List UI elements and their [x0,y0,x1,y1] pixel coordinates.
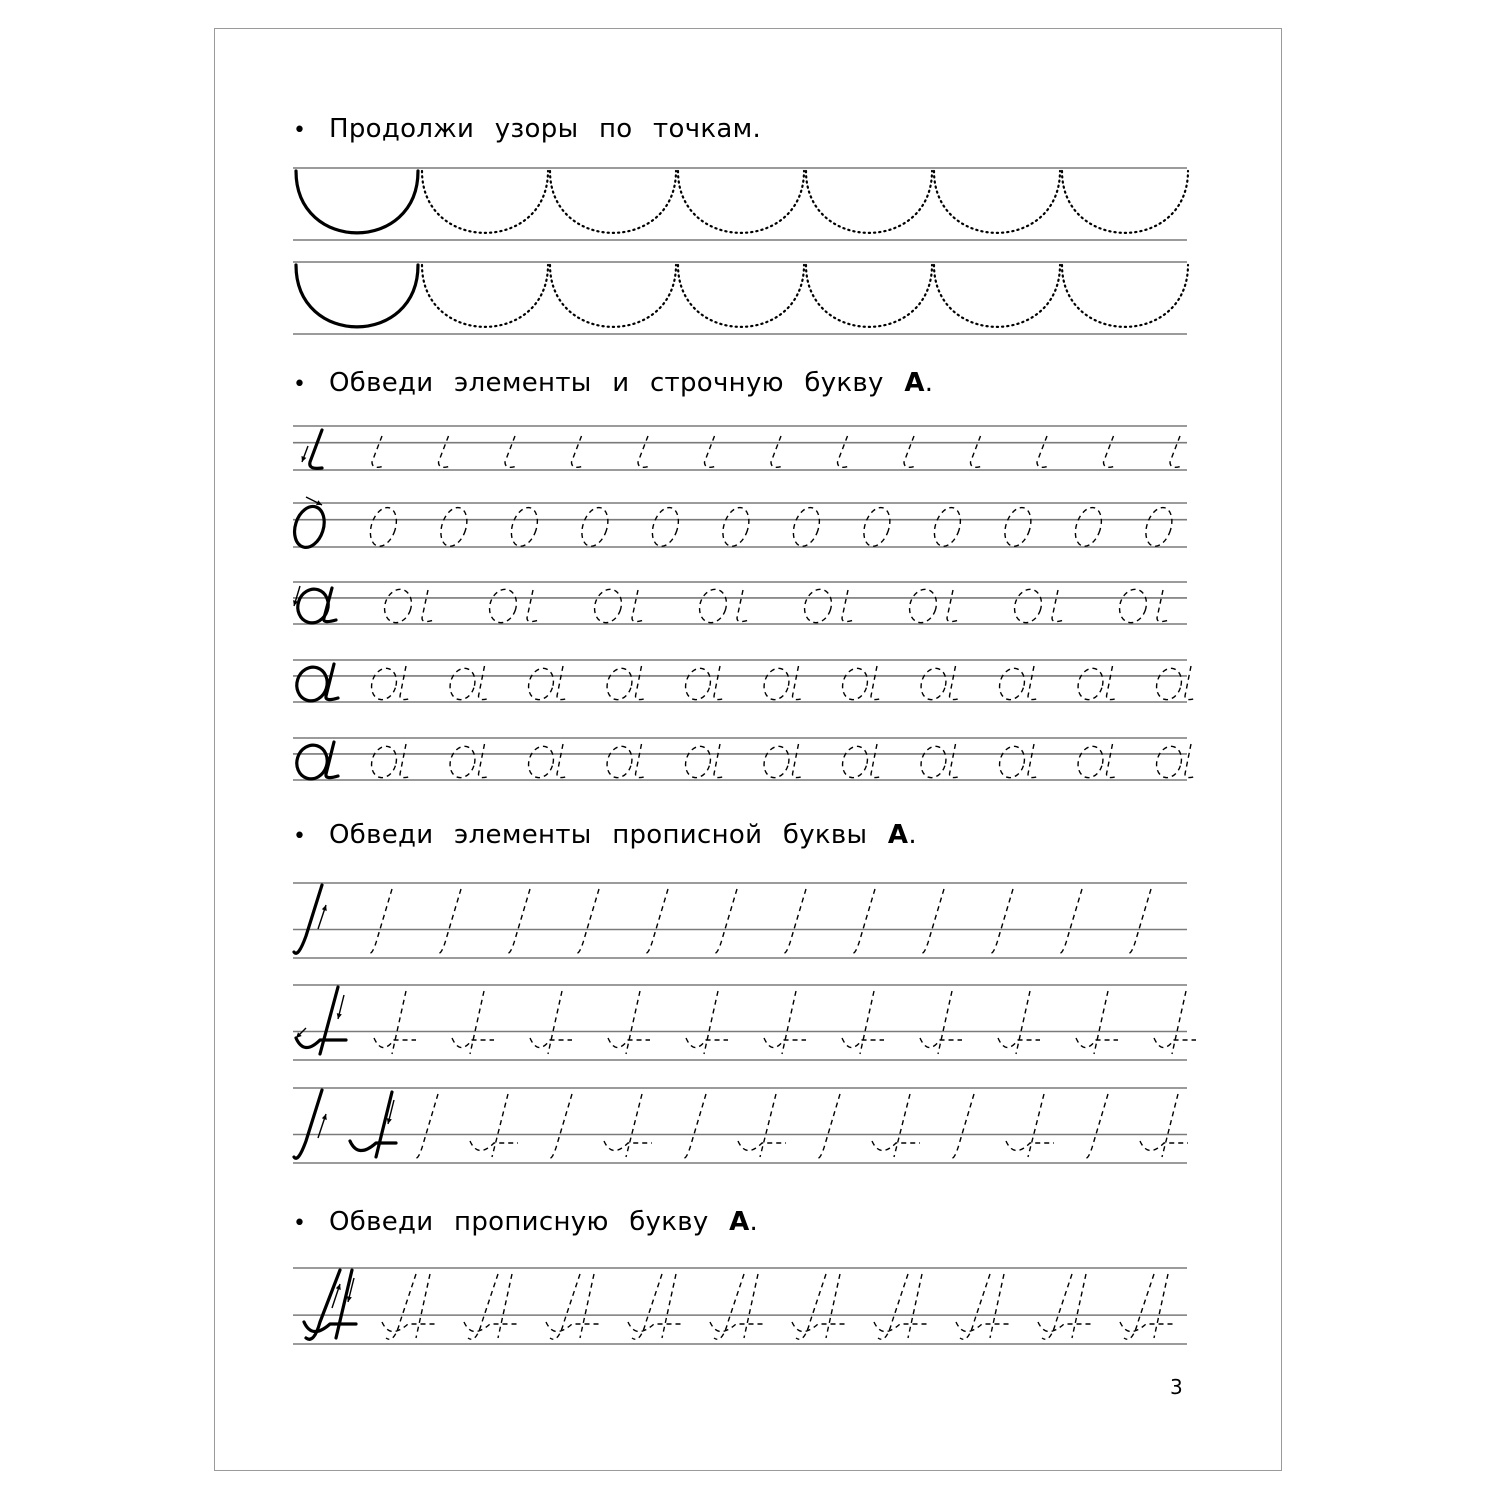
dashed-stroke-element [372,436,384,467]
dashed-uppercase-loop [530,1038,572,1048]
solid-uppercase-stroke [294,885,322,953]
dashed-combined-hook [950,1094,974,1158]
dashed-combined-stem [626,1094,642,1157]
dashed-capital-a-loop [792,1322,848,1332]
dotted-scallop [550,265,676,327]
dotted-scallop [1062,171,1188,233]
bullet: • [293,372,307,397]
dashed-uppercase-loop [998,1038,1040,1048]
dashed-uppercase-loop [374,1038,416,1048]
dashed-uppercase-stroke [851,889,875,953]
dashed-letter-a [839,665,872,703]
dashed-oval-element [507,504,542,549]
dashed-capital-a-left [960,1274,990,1339]
direction-arrow-head [322,1114,327,1120]
dashed-uppercase-loop [920,1038,962,1048]
dashed-stroke-element [1104,436,1116,467]
dashed-letter-a-stem [557,744,569,778]
dashed-capital-a-loop [1038,1322,1094,1332]
dashed-uppercase-stem [626,991,640,1054]
dashed-capital-a-left [714,1274,744,1339]
dashed-capital-a-right [416,1274,430,1338]
dashed-uppercase-stem [938,991,952,1054]
dashed-uppercase-loop [764,1038,806,1048]
dashed-uppercase-stroke [575,889,599,953]
dotted-scallop [934,171,1060,233]
dashed-capital-a-loop [710,1322,766,1332]
dashed-oval-element [1141,504,1176,549]
dashed-capital-a-loop [464,1322,520,1332]
dashed-combined-hook [1084,1094,1108,1158]
solid-stroke-element [310,430,322,468]
dashed-letter-a-oval [485,586,520,626]
dashed-letter-a [1153,743,1186,781]
dotted-scallop [806,265,932,327]
dashed-oval-element [366,504,401,549]
dashed-stroke-element [505,436,517,467]
dashed-capital-a-left [468,1274,498,1339]
dashed-letter-a-stem [1107,666,1119,700]
dotted-scallop [422,265,548,327]
bullet: • [293,1211,307,1236]
dashed-letter-a-oval [1115,586,1150,626]
dashed-letter-a-stem [1028,744,1040,778]
dashed-stroke-element [1170,436,1182,467]
dashed-letter-a [917,665,950,703]
dashed-uppercase-stem [860,991,874,1054]
dashed-capital-a-right [1072,1274,1086,1338]
dashed-letter-a-oval [800,586,835,626]
dashed-letter-a [525,743,558,781]
dashed-uppercase-stroke [437,889,461,953]
dashed-uppercase-stroke [1058,889,1082,953]
dashed-oval-element [648,504,683,549]
dashed-stroke-element [904,436,916,467]
dashed-combined-hook [548,1094,572,1158]
dashed-capital-a-right [908,1274,922,1338]
dashed-stroke-element [838,436,850,467]
dotted-scallop [934,265,1060,327]
dotted-scallop [1062,265,1188,327]
dashed-letter-a [603,743,636,781]
solid-capital-a-right [336,1270,352,1338]
dashed-letter-a-hook [1157,590,1169,622]
dashed-stroke-element [638,436,650,467]
dashed-oval-element [789,504,824,549]
instruction-uppercase-elements: • Обведи элементы прописной буквы А. [293,820,917,850]
dashed-capital-a-loop [628,1322,684,1332]
dashed-oval-element [577,504,612,549]
dashed-letter-a [446,665,479,703]
dashed-letter-a-oval [905,586,940,626]
dashed-capital-a-right [990,1274,1004,1338]
dotted-scallop [678,171,804,233]
dashed-capital-a-left [550,1274,580,1339]
dashed-uppercase-stroke [644,889,668,953]
solid-combined-stem [376,1092,392,1157]
instruction-lowercase: • Обведи элементы и строчную букву А. [293,368,934,398]
dashed-capital-a-right [744,1274,758,1338]
dashed-letter-a-hook [1052,590,1064,622]
dashed-capital-a-right [826,1274,840,1338]
page-number: 3 [1170,1375,1183,1399]
dashed-letter-a-hook [527,590,539,622]
dashed-letter-a-stem [714,666,726,700]
dashed-letter-a [917,743,950,781]
direction-arrow-head [336,1284,341,1290]
dotted-scallop [422,171,548,233]
solid-uppercase-stem [320,987,338,1054]
solid-capital-a-loop [304,1322,356,1332]
dashed-uppercase-loop [452,1038,494,1048]
dashed-letter-a [996,743,1029,781]
dashed-letter-a-stem [636,666,648,700]
dashed-capital-a-left [878,1274,908,1339]
dashed-letter-a [682,743,715,781]
dashed-letter-a-stem [636,744,648,778]
direction-arrow-head [322,905,327,911]
dashed-letter-a-hook [947,590,959,622]
dashed-capital-a-left [632,1274,662,1339]
dashed-combined-hook [816,1094,840,1158]
dashed-uppercase-stem [1094,991,1108,1054]
dashed-letter-a-oval [1010,586,1045,626]
dashed-uppercase-loop [686,1038,728,1048]
solid-oval-element [290,503,330,552]
dashed-letter-a [760,665,793,703]
dashed-uppercase-stem [704,991,718,1054]
dashed-letter-a [1074,665,1107,703]
dashed-capital-a-left [1124,1274,1154,1339]
dashed-capital-a-loop [956,1322,1012,1332]
dashed-uppercase-stroke [782,889,806,953]
dashed-stroke-element [705,436,717,467]
dashed-letter-a-stem [400,744,412,778]
dashed-letter-a [525,665,558,703]
dashed-letter-a-oval [380,586,415,626]
dashed-letter-a-stem [793,666,805,700]
dashed-combined-stem [492,1094,508,1157]
dashed-capital-a-loop [382,1322,438,1332]
dashed-combined-hook [682,1094,706,1158]
dashed-letter-a-stem [1107,744,1119,778]
dashed-letter-a [368,665,401,703]
dashed-stroke-element [572,436,584,467]
dashed-capital-a-right [580,1274,594,1338]
dashed-stroke-element [771,436,783,467]
dashed-letter-a [682,665,715,703]
solid-scallop [296,171,418,233]
dashed-combined-stem [1162,1094,1178,1157]
bullet: • [293,824,307,849]
dashed-capital-a-right [662,1274,676,1338]
dashed-capital-a-loop [874,1322,930,1332]
dashed-letter-a-hook [422,590,434,622]
instruction-uppercase: • Обведи прописную букву А. [293,1207,759,1237]
dashed-oval-element [1000,504,1035,549]
dashed-letter-a-stem [1028,666,1040,700]
dashed-letter-a [446,743,479,781]
dashed-uppercase-stroke [506,889,530,953]
dashed-oval-element [859,504,894,549]
dashed-capital-a-loop [1120,1322,1176,1332]
dashed-uppercase-stroke [713,889,737,953]
dashed-capital-a-right [1154,1274,1168,1338]
dashed-letter-a-stem [871,744,883,778]
dotted-scallop [678,265,804,327]
dashed-letter-a [603,665,636,703]
dotted-scallop [806,171,932,233]
dashed-uppercase-loop [1154,1038,1196,1048]
dashed-uppercase-stroke [1127,889,1151,953]
dashed-uppercase-stroke [368,889,392,953]
dashed-uppercase-loop [608,1038,650,1048]
dashed-uppercase-stem [1172,991,1186,1054]
dashed-uppercase-loop [1076,1038,1118,1048]
dashed-letter-a-stem [557,666,569,700]
dashed-stroke-element [439,436,451,467]
dashed-oval-element [930,504,965,549]
dashed-capital-a-left [1042,1274,1072,1339]
dashed-uppercase-stem [548,991,562,1054]
dashed-capital-a-left [796,1274,826,1339]
dashed-combined-hook [414,1094,438,1158]
dashed-letter-a [760,743,793,781]
dashed-letter-a-hook [737,590,749,622]
dashed-uppercase-stem [470,991,484,1054]
dashed-letter-a-stem [871,666,883,700]
dashed-letter-a-stem [793,744,805,778]
dashed-letter-a-oval [695,586,730,626]
dashed-letter-a-stem [400,666,412,700]
dashed-letter-a [839,743,872,781]
dashed-letter-a-stem [479,744,491,778]
dashed-uppercase-stem [1016,991,1030,1054]
dashed-capital-a-left [386,1274,416,1339]
dashed-oval-element [718,504,753,549]
dashed-letter-a [1074,743,1107,781]
dashed-stroke-element [971,436,983,467]
dashed-combined-stem [894,1094,910,1157]
dashed-capital-a-loop [546,1322,602,1332]
dashed-capital-a-right [498,1274,512,1338]
dashed-stroke-element [1037,436,1049,467]
solid-scallop [296,265,418,327]
dashed-combined-stem [1028,1094,1044,1157]
dashed-letter-a-stem [1185,744,1197,778]
dashed-uppercase-stroke [989,889,1013,953]
dashed-letter-a-hook [842,590,854,622]
bullet: • [293,118,307,143]
dashed-uppercase-stem [392,991,406,1054]
dashed-uppercase-stroke [920,889,944,953]
dashed-letter-a-stem [950,744,962,778]
dashed-uppercase-loop [842,1038,884,1048]
instruction-patterns: • Продолжи узоры по точкам. [293,114,762,144]
dashed-oval-element [1071,504,1106,549]
dashed-letter-a [1153,665,1186,703]
dashed-letter-a [368,743,401,781]
dashed-letter-a-hook [632,590,644,622]
dotted-scallop [550,171,676,233]
dashed-letter-a-stem [479,666,491,700]
dashed-letter-a-oval [590,586,625,626]
solid-combined-loop [350,1141,396,1151]
dashed-letter-a [996,665,1029,703]
solid-combined-hook [294,1090,322,1158]
dashed-uppercase-stem [782,991,796,1054]
dashed-letter-a-stem [1185,666,1197,700]
dashed-combined-stem [760,1094,776,1157]
dashed-letter-a-stem [714,744,726,778]
dashed-letter-a-stem [950,666,962,700]
dashed-oval-element [436,504,471,549]
